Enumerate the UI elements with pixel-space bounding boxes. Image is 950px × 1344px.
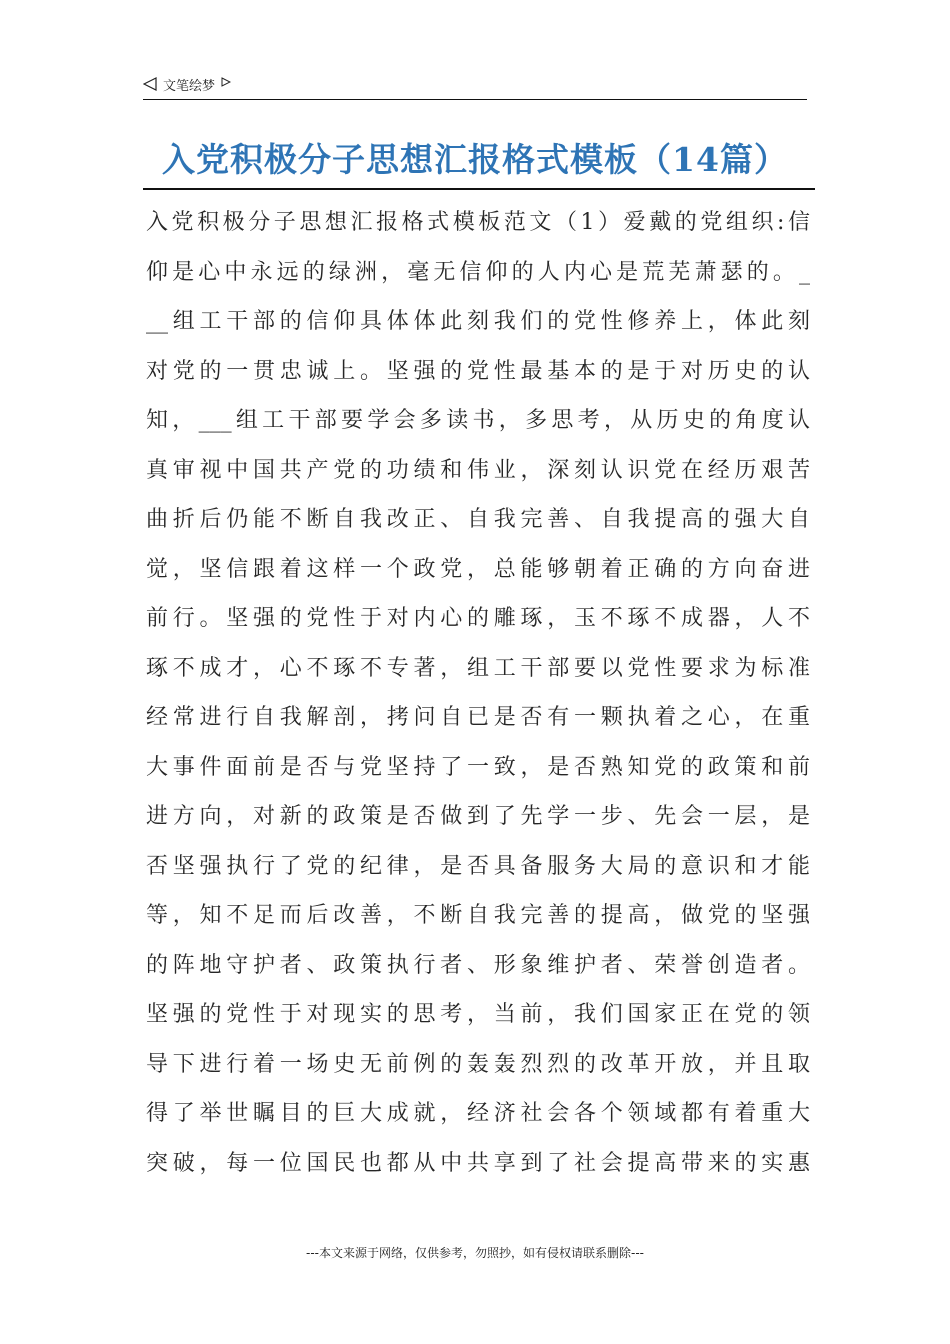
- triangle-right-icon: [221, 77, 231, 87]
- body-line: 前行。坚强的党性于对内心的雕琢，玉不琢不成器，人不: [146, 606, 810, 631]
- body-line: 的阵地守护者、政策执行者、形象维护者、荣誉创造者。: [146, 952, 810, 978]
- brand-name: 文笔绘梦: [163, 78, 216, 94]
- page-header: [143, 70, 805, 98]
- body-line: 突破，每一位国民也都从中共享到了社会提高带来的实惠: [146, 1150, 810, 1176]
- page-footer: ---本文来源于网络，仅供参考，勿照抄，如有侵权请联系删除---: [306, 1246, 644, 1260]
- body-line: 大事件面前是否与党坚持了一致，是否熟知党的政策和前: [146, 754, 810, 780]
- body-line: 得了举世瞩目的巨大成就，经济社会各个领域都有着重大: [146, 1101, 810, 1126]
- body-line: 经常进行自我解剖，拷问自已是否有一颗执着之心，在重: [146, 705, 810, 730]
- body-line: 入党积极分子思想汇报格式模板范文（1）爱戴的党组织:信: [146, 210, 810, 235]
- body-line: 坚强的党性于对现实的思考，当前，我们国家正在党的领: [146, 1002, 810, 1027]
- body-line: 对党的一贯忠诚上。坚强的党性最基本的是于对历史的认: [146, 358, 810, 384]
- body-line: 进方向，对新的政策是否做到了先学一步、先会一层，是: [146, 804, 810, 829]
- body-line: 导下进行着一场史无前例的轰轰烈烈的改革开放，并且取: [146, 1051, 810, 1077]
- body-line: 觉，坚信跟着这样一个政党，总能够朝着正确的方向奋进: [146, 556, 810, 582]
- body-line: 仰是心中永远的绿洲，毫无信仰的人内心是荒芜萧瑟的。_: [146, 259, 810, 285]
- body-line: 真审视中国共产党的功绩和伟业，深刻认识党在经历艰苦: [146, 457, 810, 483]
- body-line: 否坚强执行了党的纪律，是否具备服务大局的意识和才能: [146, 853, 810, 879]
- document-title: 入党积极分子思想汇报格式模板（14篇）: [162, 140, 788, 179]
- document-body: [146, 198, 810, 1188]
- body-line: __组工干部的信仰具体体此刻我们的党性修养上，体此刻: [146, 309, 810, 334]
- triangle-left-icon: [143, 77, 157, 91]
- body-line: 曲折后仍能不断自我改正、自我完善、自我提高的强大自: [146, 507, 810, 532]
- title-divider: [143, 188, 815, 190]
- body-line: 知，___组工干部要学会多读书，多思考，从历史的角度认: [146, 408, 810, 433]
- header-divider: [143, 99, 807, 100]
- body-line: 等，知不足而后改善，不断自我完善的提高，做党的坚强: [146, 903, 810, 928]
- body-line: 琢不成才，心不琢不专著，组工干部要以党性要求为标准: [146, 655, 810, 681]
